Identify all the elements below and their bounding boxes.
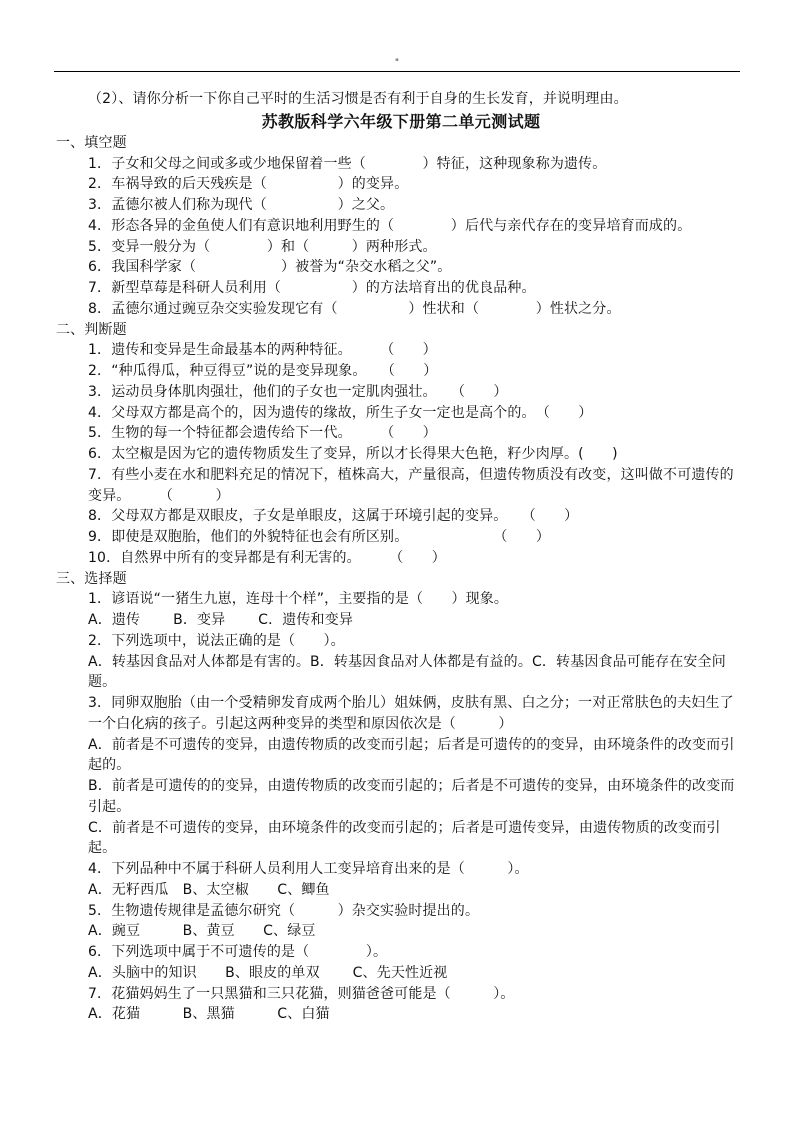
header-rule: [54, 71, 740, 72]
choice-question: 3．同卵双胞胎（由一个受精卵发育成两个胎儿）姐妹俩，皮肤有黑、白之分；一对正常肤色的夫妇生了一个白化病的孩子。引起这两种变异的类型和原因依次是（ ）: [88, 695, 734, 732]
choice-option-a: A．前者是不可遗传的变异，由遗传物质的改变而引起；后者是可遗传的的变异，由环境条件的改变而引起的。: [88, 736, 735, 774]
fill-item: 5．变异一般分为（ ）和（ ）两种形式。: [88, 238, 437, 255]
header-mark: ": [394, 58, 400, 68]
judge-item: 5．生物的每一个特征都会遗传给下一代。 （ ）: [88, 425, 437, 442]
fill-item: 6．我国科学家（ ）被誉为“杂交水稻之父”。: [88, 259, 452, 276]
fill-item: 1．子女和父母之间或多或少地保留着一些（ ）特征，这种现象称为遗传。: [88, 155, 607, 172]
judge-item: 1．遗传和变异是生命最基本的两种特征。 （ ）: [88, 342, 437, 359]
judge-item: 4．父母双方都是高个的，因为遗传的缘故，所生子女一定也是高个的。 （ ）: [88, 404, 593, 421]
choice-options: A．无籽西瓜 B、太空椒 C、鲫鱼: [88, 881, 330, 898]
section-heading-fill: 一、填空题: [56, 134, 127, 151]
choice-option-b: B．前者是可遗传的的变异，由遗传物质的改变而引起的；后者是不可遗传的变异，由环境条件的改变而引起。: [88, 778, 735, 815]
fill-item: 4．形态各异的金鱼使人们有意识地利用野生的（ ）后代与亲代存在的变异培育而成的。: [88, 217, 692, 234]
judge-item: 9．即使是双胞胎，他们的外貌特征也会有所区别。 （ ）: [88, 529, 551, 545]
choice-options: A．花猫 B、黑猫 C、白猫: [88, 1006, 330, 1023]
judge-item: 2．“种瓜得瓜，种豆得豆”说的是变异现象。 （ ）: [88, 363, 438, 379]
document-body: [56, 89, 746, 1025]
choice-question: 5．生物遗传规律是孟德尔研究（ ）杂交实验时提出的。: [88, 902, 480, 919]
section-heading-judge: 二、判断题: [56, 321, 127, 338]
judge-item: 10．自然界中所有的变异都是有利无害的。 （ ）: [88, 549, 446, 566]
judge-item: 6．太空椒是因为它的遗传物质发生了变异，所以才长得果大色艳，籽少肉厚。( ): [88, 446, 618, 462]
judge-item: 8．父母双方都是双眼皮，子女是单眼皮，这属于环境引起的变异。 （ ）: [88, 508, 579, 525]
page-title: 苏教版科学六年级下册第二单元测试题: [261, 111, 541, 131]
fill-item: 3．孟德尔被人们称为现代（ ）之父。: [88, 197, 395, 213]
choice-options: A．头脑中的知识 B、眼皮的单双 C、先天性近视: [88, 964, 448, 981]
choice-question: 6．下列选项中属于不可遗传的是（ ）。: [88, 944, 388, 960]
choice-question: 2．下列选项中，说法正确的是（ ）。: [88, 632, 345, 649]
choice-options: A．豌豆 B、黄豆 C、绿豆: [88, 923, 316, 940]
fill-item: 2．车祸导致的后天残疾是（ ）的变异。: [88, 176, 409, 193]
choice-options: A．遗传 B．变异 C．遗传和变异: [88, 612, 354, 628]
choice-question: 1．谚语说“一猪生九崽，连母十个样”，主要指的是（ ）现象。: [88, 591, 509, 608]
choice-question: 4．下列品种中不属于科研人员利用人工变异培育出来的是（ ）。: [88, 861, 529, 877]
fill-item: 8．孟德尔通过豌豆杂交实验发现它有（ ）性状和（ ）性状之分。: [88, 300, 621, 317]
intro-question: （2）、请你分析一下你自己平时的生活习惯是否有利于自身的生长发育，并说明理由。: [88, 91, 628, 107]
judge-item: 7．有些小麦在水和肥料充足的情况下，植株高大，产量很高，但遗传物质没有改变，这叫做不可遗传的变异。 （ ）: [88, 466, 734, 504]
choice-option-c: C．前者是不可遗传的变异，由环境条件的改变而引起的；后者是可遗传变异，由遗传物质的改变而引起。: [88, 819, 721, 857]
fill-item: 7．新型草莓是科研人员利用（ ）的方法培育出的优良品种。: [88, 280, 536, 296]
judge-item: 3．运动员身体肌肉强壮，他们的子女也一定肌肉强壮。 （ ）: [88, 383, 508, 400]
choice-question: 7．花猫妈妈生了一只黑猫和三只花猫，则猫爸爸可能是（ ）。: [88, 985, 515, 1002]
section-heading-choice: 三、选择题: [56, 570, 127, 587]
choice-options: A．转基因食品对人体都是有害的。B．转基因食品对人体都是有益的。C．转基因食品可能存在安全问题。: [88, 653, 726, 691]
